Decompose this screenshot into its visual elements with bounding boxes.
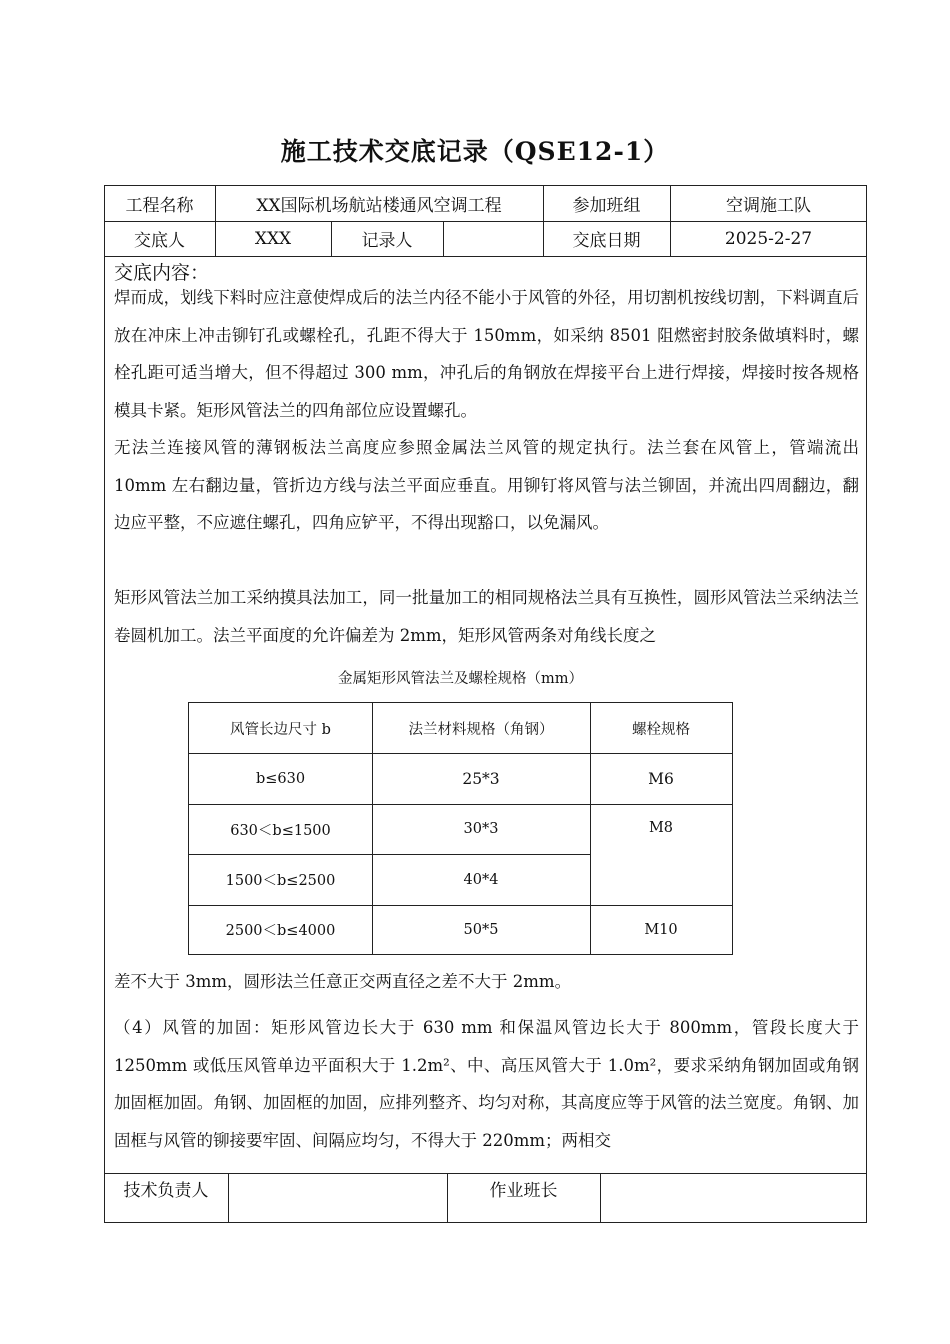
table-cell-size: b≤630 (255, 770, 306, 787)
date-label: 交底日期 (572, 231, 641, 251)
presenter-value: XXX (254, 228, 292, 249)
foreman-value (600, 1173, 867, 1223)
project-name-label: 工程名称 (125, 195, 194, 216)
spec-table (188, 702, 733, 955)
date-value: 2025-2-27 (724, 228, 813, 249)
table-cell-flange: 25*3 (462, 769, 500, 788)
presenter-label: 交底人 (134, 231, 185, 251)
table-cell-flange: 30*3 (463, 821, 499, 837)
team-label: 参加班组 (572, 195, 641, 216)
foreman-label: 作业班长 (489, 1180, 558, 1201)
table-cell-flange: 50*5 (463, 921, 499, 938)
table-cell-size: 2500＜b≤4000 (225, 923, 336, 939)
tech-lead-label: 技术负责人 (123, 1180, 209, 1201)
table-cell-flange: 40*4 (463, 871, 499, 888)
spec-table-caption: 金属矩形风管法兰及螺栓规格（mm） (338, 671, 583, 687)
table-header: 风管长边尺寸 b (230, 721, 331, 738)
table-cell-bolt: M10 (644, 921, 678, 938)
table-cell-size: 630＜b≤1500 (230, 822, 331, 839)
team-value: 空调施工队 (726, 195, 811, 216)
tech-lead-value (228, 1173, 447, 1223)
table-cell-size: 1500＜b≤2500 (225, 873, 336, 889)
recorder-value (443, 221, 543, 256)
page-title: 施工技术交底记录（QSE12-1） (280, 137, 670, 166)
content-paragraph: （4）风管的加固：矩形风管边长大于 630 mm 和保温风管边长大于 800mm，管段长度大于 1250mm 或低压风管单边平面积大于 1.2m²、中、高压风管大于 1.0m²，要求采纳角钢加固或角钢加固框加固。角钢、加固框的加固，应排列整齐、均匀对称，其高度应等于风管的法兰宽度。角钢、加固框与风管的铆接要牢固、间隔应均匀，不得大于 220mm；两相交 (114, 1018, 859, 1150)
table-header: 螺栓规格 (632, 721, 690, 738)
table-cell-bolt: M8 (648, 820, 674, 836)
recorder-label: 记录人 (361, 231, 413, 251)
content-paragraph: 无法兰连接风管的薄钢板法兰高度应参照金属法兰风管的规定执行。法兰套在风管上，管端流出 10mm 左右翻边量，管折边方线与法兰平面应垂直。用铆钉将风管与法兰铆固，并流出四周翻边，翻边应平整，不应遮住螺孔，四角应铲平，不得出现豁口，以免漏风。 (114, 438, 859, 532)
content-paragraph: 矩形风管法兰加工采纳摸具法加工，同一批量加工的相同规格法兰具有互换性，圆形风管法兰采纳法兰卷圆机加工。法兰平面度的允许偏差为 2mm，矩形风管两条对角线长度之 (114, 588, 859, 645)
table-cell-bolt: M6 (648, 769, 674, 788)
content-paragraph: 焊而成，划线下料时应注意使焊成后的法兰内径不能小于风管的外径，用切割机按线切割，下料调直后放在冲床上冲击铆钉孔或螺栓孔，孔距不得大于 150mm，如采纳 8501 阻燃密封胶条做填料时，螺栓孔距可适当增大，但不得超过 300 mm，冲孔后的角钢放在焊接平台上进行焊接，焊接时按各规格模具卡紧。矩形风管法兰的四角部位应设置螺孔。 (114, 288, 859, 420)
table-header: 法兰材料规格（角钢） (408, 721, 554, 738)
header-bottom-line (104, 256, 867, 257)
project-name-value: XX国际机场航站楼通风空调工程 (256, 195, 502, 216)
content-paragraph: 差不大于 3mm，圆形法兰任意正交两直径之差不大于 2mm。 (114, 972, 572, 991)
content-label: 交底内容： (114, 262, 210, 284)
